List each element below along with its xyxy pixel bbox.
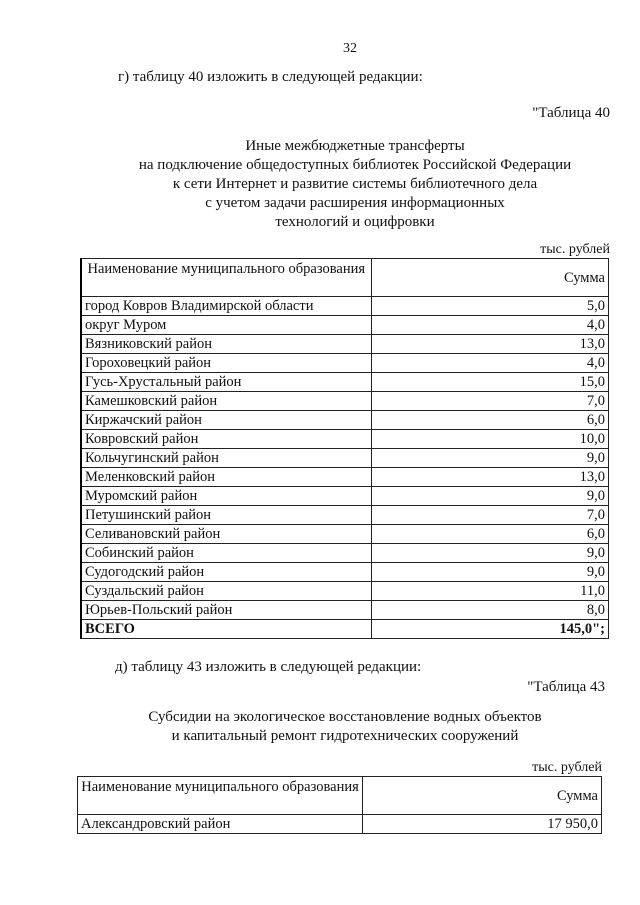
table-row [81,335,609,354]
table-row [81,544,609,563]
cell-sum: 10,0 [371,430,609,449]
cell-sum: 17 950,0 [363,815,602,834]
cell-sum: 13,0 [371,335,609,354]
cell-name: ВСЕГО [81,620,371,639]
cell-name: Судогодский район [81,563,371,582]
table-43-label: "Таблица 43 [527,679,605,695]
instruction-table-40: г) таблицу 40 изложить в следующей редакции: [118,69,423,85]
table-row [81,601,609,620]
caption-line: к сети Интернет и развитие системы библиотечного дела [172,176,538,192]
cell-name: Петушинский район [81,506,371,525]
header-name: Наименование муниципального образования [81,259,371,297]
table-row [81,297,609,316]
table-row [81,354,609,373]
cell-sum: 4,0 [371,354,609,373]
cell-name: Меленковский район [81,468,371,487]
cell-sum: 9,0 [371,563,609,582]
cell-sum: 13,0 [371,468,609,487]
table-row [81,392,609,411]
table-row [81,487,609,506]
cell-sum: 15,0 [371,373,609,392]
caption-line: технологий и оцифровки [275,214,435,230]
table-row [81,506,609,525]
total-row [81,620,609,639]
cell-name: Гороховецкий район [81,354,371,373]
table-43-units: тыс. рублей [532,760,602,775]
table-row [81,411,609,430]
cell-sum: 7,0 [371,392,609,411]
cell-name: Камешковский район [81,392,371,411]
cell-name: Александровский район [78,815,363,834]
table-40 [80,258,609,639]
cell-sum: 8,0 [371,601,609,620]
cell-sum: 9,0 [371,544,609,563]
table-43 [77,776,602,834]
caption-line: Иные межбюджетные трансферты [245,138,465,154]
cell-name: Суздальский район [81,582,371,601]
table-row [81,582,609,601]
cell-name: город Ковров Владимирской области [81,297,371,316]
cell-name: Юрьев-Польский район [81,601,371,620]
table-row [81,316,609,335]
table-40-label: "Таблица 40 [532,105,610,121]
cell-name: Кольчугинский район [81,449,371,468]
header-name: Наименование муниципального образования [78,777,363,815]
cell-sum: 6,0 [371,525,609,544]
cell-name: Гусь-Хрустальный район [81,373,371,392]
table-40-units: тыс. рублей [540,242,610,257]
cell-name: Собинский район [81,544,371,563]
table-row [81,468,609,487]
table-row [81,430,609,449]
cell-name: Селивановский район [81,525,371,544]
cell-name: Муромский район [81,487,371,506]
cell-name: округ Муром [81,316,371,335]
table-row [78,815,602,834]
table-row [81,449,609,468]
cell-name: Вязниковский район [81,335,371,354]
caption-line: и капитальный ремонт гидротехнических сооружений [171,728,519,744]
table-40-caption [95,137,615,232]
header-sum: Сумма [363,777,602,815]
table-43-caption [85,708,605,746]
caption-line: на подключение общедоступных библиотек Российской Федерации [138,157,572,173]
table-row [81,525,609,544]
cell-sum: 7,0 [371,506,609,525]
caption-line: с учетом задачи расширения информационных [205,195,505,211]
cell-sum: 11,0 [371,582,609,601]
cell-name: Киржачский район [81,411,371,430]
cell-sum: 4,0 [371,316,609,335]
instruction-table-43: д) таблицу 43 изложить в следующей редакции: [115,659,422,675]
cell-sum: 9,0 [371,487,609,506]
table-row [81,563,609,582]
table-row [81,373,609,392]
cell-name: Ковровский район [81,430,371,449]
table-header-row [78,777,602,815]
cell-sum: 9,0 [371,449,609,468]
caption-line: Субсидии на экологическое восстановление водных объектов [148,709,542,725]
cell-sum: 145,0"; [371,620,609,639]
header-sum: Сумма [371,259,609,297]
page-number: 32 [343,41,357,56]
table-header-row [81,259,609,297]
cell-sum: 5,0 [371,297,609,316]
cell-sum: 6,0 [371,411,609,430]
